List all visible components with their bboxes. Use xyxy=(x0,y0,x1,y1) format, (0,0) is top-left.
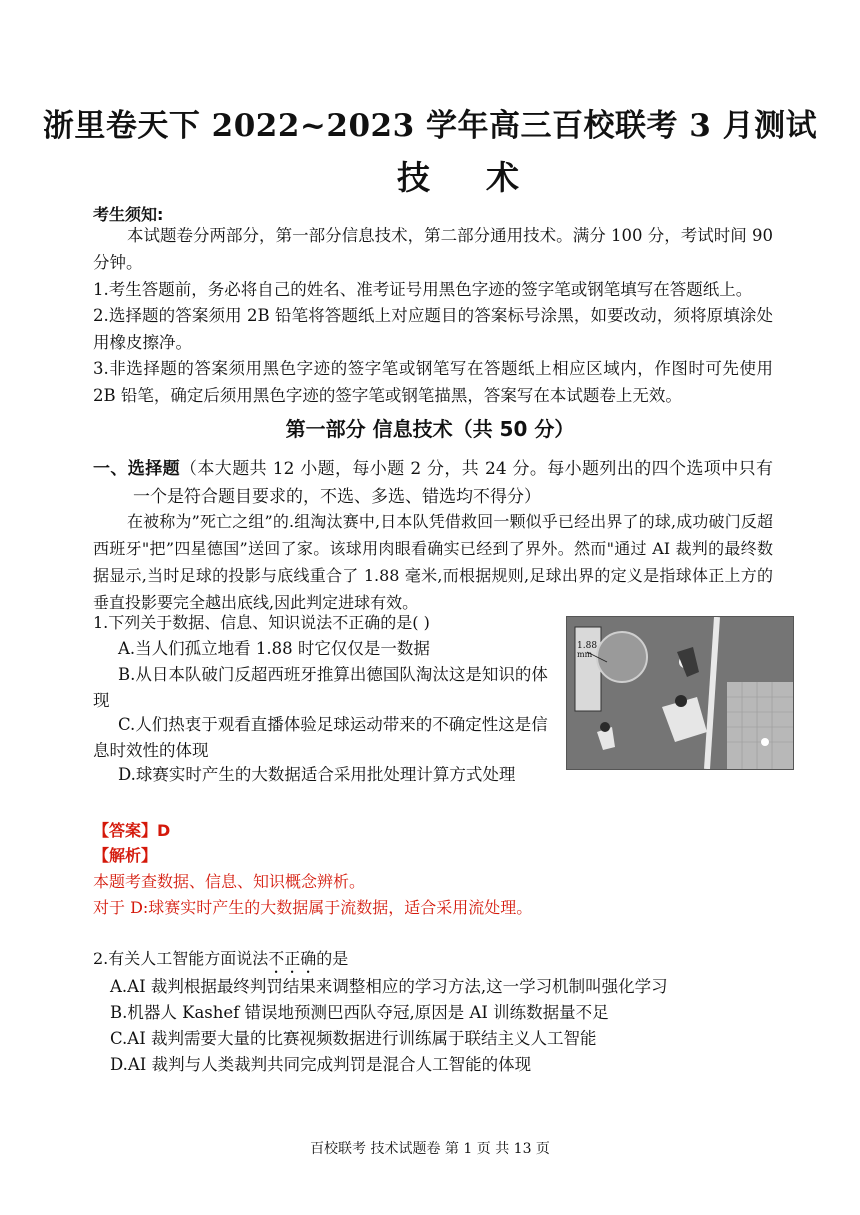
q1-analysis-label: 【解析】 xyxy=(93,846,158,865)
notice-item-1: 1.考生答题前，务必将自己的姓名、准考证号用黑色字迹的签字笔或钢笔填写在答题纸上。 xyxy=(93,280,753,299)
q1-option-d: D.球赛实时产生的大数据适合采用批处理计算方式处理 xyxy=(118,765,516,784)
match-photo xyxy=(566,616,794,770)
q1-stem: 1.下列关于数据、信息、知识说法不正确的是( ) xyxy=(93,613,430,632)
photo-label-unit: mm xyxy=(577,650,593,659)
photo-label-value: 1.88 xyxy=(577,641,598,651)
q2-option-b: B.机器人 Kashef 错误地预测巴西队夺冠,原因是 AI 训练数据量不足 xyxy=(110,1003,609,1022)
q2-option-a: A.AI 裁判根据最终判罚结果来调整相应的学习方法,这一学习机制叫强化学习 xyxy=(110,977,668,996)
part1-label: 一、选择题 xyxy=(93,459,180,479)
q2-stem-before: 2.有关人工智能方面说法 xyxy=(93,949,269,968)
part1-heading xyxy=(93,455,773,511)
page-footer: 百校联考 技术试题卷 第 1 页 共 13 页 xyxy=(310,1141,550,1157)
notice-item-2: 2.选择题的答案须用 2B 铅笔将答题纸上对应题目的答案标号涂黑，如要改动，须将原填涂处用橡皮擦净。 xyxy=(93,306,773,352)
match-photo-illustration xyxy=(567,617,793,769)
q2-stem-emphasis: 不正确 xyxy=(268,949,317,968)
part1-desc: （本大题共 12 小题，每小题 2 分，共 24 分。每小题列出的四个选项中只有一个是符合题目要求的，不选、多选、错选均不得分） xyxy=(133,459,774,507)
exam-title: 浙里卷天下 2022~2023 学年高三百校联考 3 月测试 xyxy=(42,108,818,144)
notice-intro: 本试题卷分两部分，第一部分信息技术，第二部分通用技术。满分 100 分，考试时间 90 分钟。 xyxy=(93,226,773,272)
q2-option-d: D.AI 裁判与人类裁判共同完成判罚是混合人工智能的体现 xyxy=(110,1055,532,1074)
q1-analysis-line-2: 对于 D:球赛实时产生的大数据属于流数据，适合采用流处理。 xyxy=(93,898,533,917)
notice-header: 考生须知: xyxy=(93,205,164,224)
q2-option-c: C.AI 裁判需要大量的比赛视频数据进行训练属于联结主义人工智能 xyxy=(110,1029,597,1048)
q2-stem xyxy=(93,946,348,977)
subject-title: 技术 xyxy=(397,158,575,197)
passage: 在被称为”死亡之组”的.组淘汰赛中,日本队凭借救回一颗似乎已经出界了的球,成功破门反超西班牙"把”四星德国”送回了家。该球用肉眼看确实已经到了界外。然而"通过 AI 裁判的最终数据显示,当时足球的投影与底线重合了 1.88 毫米,而根据规则,足球出界的定义是指球体正上方的垂直投影要完全越出底线,因此判定进球有效。 xyxy=(93,512,773,612)
q1-option-b: B.从日本队破门反超西班牙推算出德国队淘汰这是知识的体现 xyxy=(93,665,548,710)
section-title: 第一部分 信息技术（共 50 分） xyxy=(285,417,575,441)
q1-answer: 【答案】D xyxy=(93,821,171,840)
q1-analysis-line-1: 本题考查数据、信息、知识概念辨析。 xyxy=(93,872,366,891)
notice-item-3: 3.非选择题的答案须用黑色字迹的签字笔或钢笔写在答题纸上相应区域内，作图时可先使用 2B 铅笔，确定后须用黑色字迹的签字笔或钢笔描黑，答案写在本试题卷上无效。 xyxy=(93,359,773,405)
q1-option-c: C.人们热衷于观看直播体验足球运动带来的不确定性这是信息时效性的体现 xyxy=(93,715,548,760)
q2-stem-after: 的是 xyxy=(316,949,349,968)
q1-option-a: A.当人们孤立地看 1.88 时它仅仅是一数据 xyxy=(118,639,430,658)
